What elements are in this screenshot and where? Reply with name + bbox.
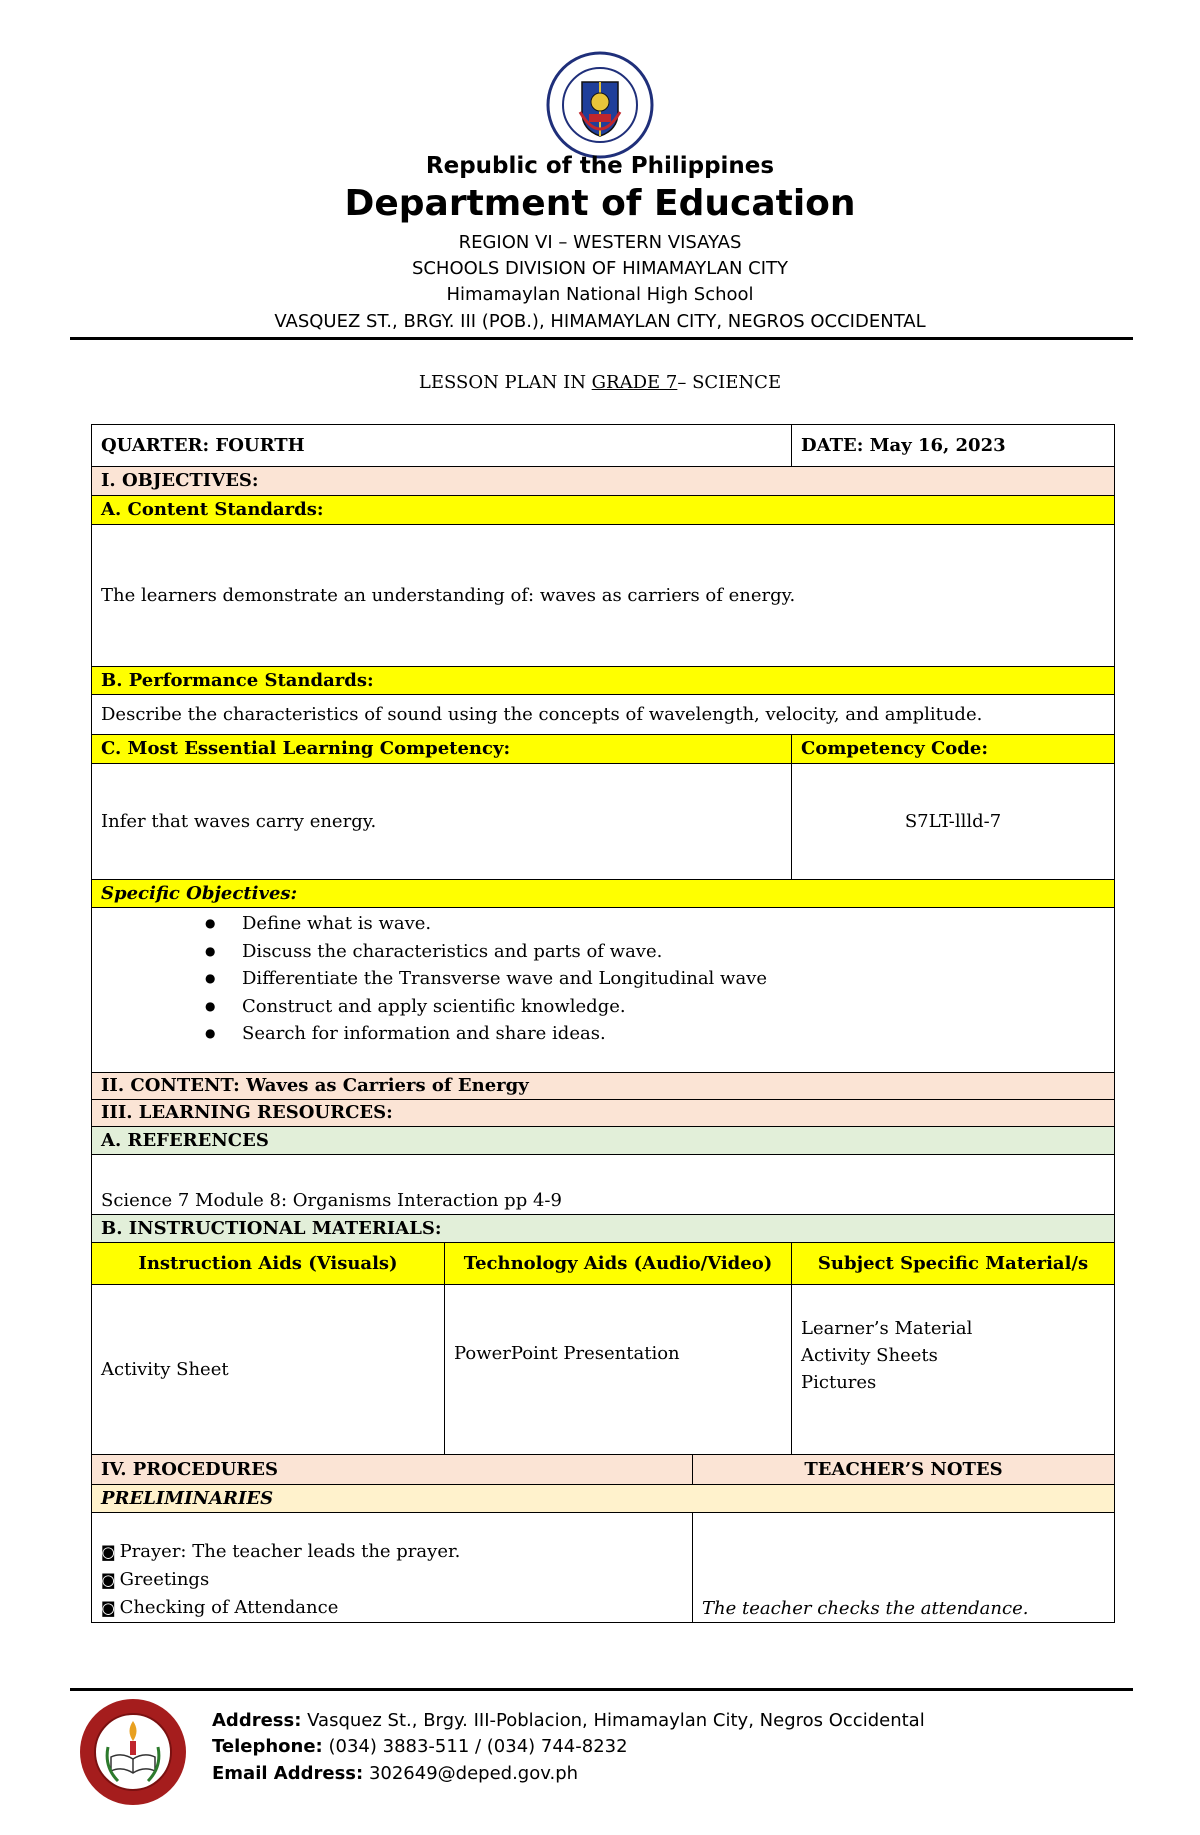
competency-code-heading: Competency Code: [792,735,1115,764]
performance-standards-heading: B. Performance Standards: [92,667,1115,695]
checkbox-icon: ◙ [101,1571,116,1589]
address-value: Vasquez St., Brgy. III-Poblacion, Himamaylan City, Negros Occidental [301,1710,925,1731]
teachers-notes-heading: TEACHER’S NOTES [693,1455,1115,1485]
department-heading: Department of Education [344,183,856,224]
lesson-plan-title [0,372,1200,393]
melc-text: Infer that waves carry energy. [92,764,792,880]
quarter-cell: QUARTER: FOURTH [92,425,792,467]
instruction-aids-heading: Instruction Aids (Visuals) [92,1243,445,1285]
references-heading: A. REFERENCES [92,1127,1115,1155]
preliminary-text: Prayer: The teacher leads the prayer. [119,1541,461,1562]
specific-objectives-list [101,910,1105,1048]
list-item [101,1566,683,1594]
footer-email [212,1763,578,1784]
subject-materials-heading: Subject Specific Material/s [792,1243,1115,1285]
teachers-note-text: The teacher checks the attendance. [693,1513,1115,1623]
specific-objectives-heading: Specific Objectives: [92,880,1115,908]
checkbox-icon: ◙ [101,1599,116,1617]
list-item [101,1538,683,1566]
melc-heading: C. Most Essential Learning Competency: [92,735,792,764]
email-label: Email Address: [212,1763,364,1784]
footer-telephone [212,1736,628,1757]
subject-materials-cell [792,1285,1115,1455]
list-item: ● Differentiate the Transverse wave and Longitudinal wave [242,965,1105,993]
list-item: ● Search for information and share ideas. [242,1020,1105,1048]
list-item: Pictures [801,1372,877,1393]
list-item: ● Construct and apply scientific knowledge. [242,993,1105,1021]
division-line: SCHOOLS DIVISION OF HIMAMAYLAN CITY [411,258,789,279]
content-standards-heading: A. Content Standards: [92,496,1115,525]
technology-aids-text: PowerPoint Presentation [445,1285,792,1455]
title-grade: GRADE 7 [591,372,678,393]
header-divider [70,337,1133,340]
address-label: Address: [212,1710,302,1731]
school-seal-logo [78,1697,188,1807]
region-line: REGION VI – WESTERN VISAYAS [458,232,742,253]
specific-objectives-cell [92,908,1115,1073]
title-prefix: LESSON PLAN IN [418,372,592,393]
date-cell: DATE: May 16, 2023 [792,425,1115,467]
preliminaries-cell [92,1513,693,1623]
list-item: Activity Sheets [801,1345,938,1366]
email-value: 302649@deped.gov.ph [363,1763,579,1784]
content-heading: II. CONTENT: Waves as Carriers of Energy [92,1073,1115,1100]
procedures-heading: IV. PROCEDURES [92,1455,693,1485]
instructional-materials-heading: B. INSTRUCTIONAL MATERIALS: [92,1215,1115,1243]
footer-divider [70,1688,1133,1691]
deped-seal-logo [545,50,655,160]
competency-code-text: S7LT-llld-7 [792,764,1115,880]
checkbox-icon: ◙ [101,1543,116,1561]
footer-address [212,1710,925,1731]
telephone-label: Telephone: [212,1736,323,1757]
learning-resources-heading: III. LEARNING RESOURCES: [92,1100,1115,1127]
list-item: ● Define what is wave. [242,910,1105,938]
objectives-heading: I. OBJECTIVES: [92,467,1115,496]
telephone-value: (034) 3883-511 / (034) 744-8232 [322,1736,628,1757]
content-standards-text: The learners demonstrate an understanding of: waves as carriers of energy. [92,525,1115,667]
preliminary-text: Greetings [119,1569,210,1590]
preliminaries-heading: PRELIMINARIES [92,1485,1115,1513]
technology-aids-heading: Technology Aids (Audio/Video) [445,1243,792,1285]
instruction-aids-text: Activity Sheet [92,1285,445,1455]
school-address-line: VASQUEZ ST., BRGY. III (POB.), HIMAMAYLAN CITY, NEGROS OCCIDENTAL [274,311,926,332]
title-suffix: – SCIENCE [677,372,782,393]
school-line: Himamaylan National High School [446,284,754,305]
list-item: ● Discuss the characteristics and parts of wave. [242,938,1105,966]
list-item [101,1594,683,1622]
preliminary-text: Checking of Attendance [119,1597,339,1618]
references-text: Science 7 Module 8: Organisms Interaction pp 4-9 [92,1155,1115,1215]
list-item: Learner’s Material [801,1318,973,1339]
lesson-plan-table [91,424,1115,1623]
republic-heading: Republic of the Philippines [425,153,775,179]
performance-standards-text: Describe the characteristics of sound using the concepts of wavelength, velocity, and amplitude. [92,695,1115,735]
